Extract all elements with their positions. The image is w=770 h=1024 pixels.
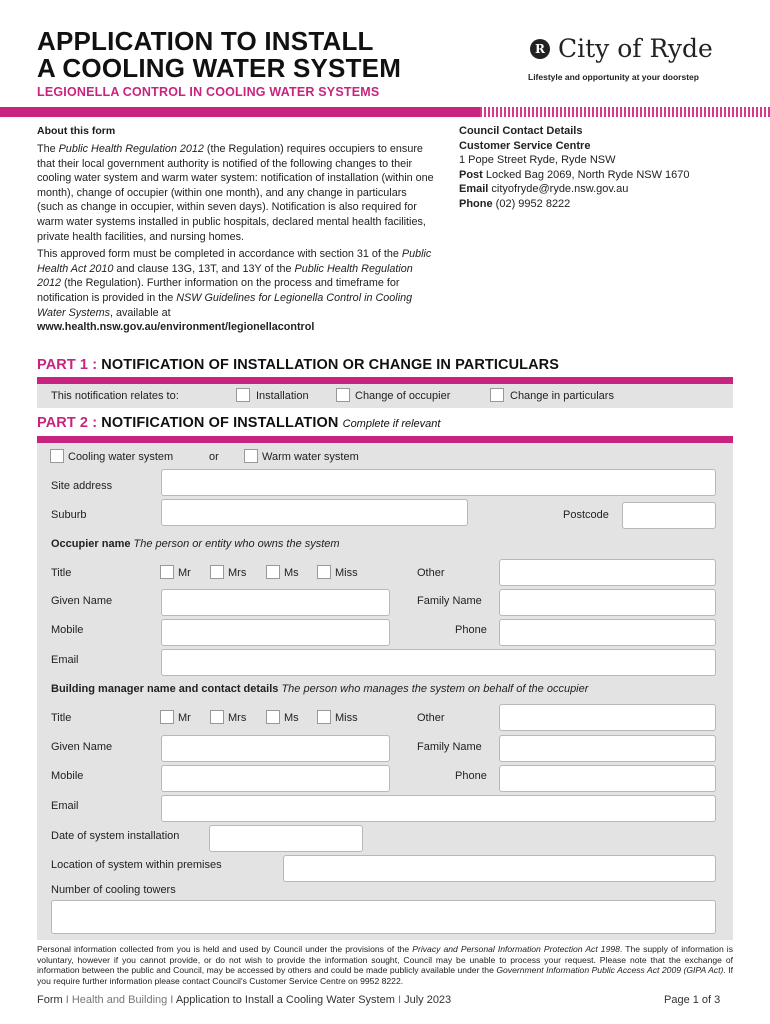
manager-email-field[interactable] — [161, 795, 716, 822]
contact-email: Email cityofryde@ryde.nsw.gov.au — [459, 183, 629, 196]
change-occupier-checkbox[interactable] — [336, 388, 350, 402]
manager-mr-checkbox[interactable] — [160, 710, 174, 724]
about-paragraph-1: The Public Health Regulation 2012 (the Regulation) requires occupiers to ensure that their local government authority is notified of the following changes to their cooling water system and warm water system: notification of installation (within one month), change of occupier (within one month), and any change in particulars (such as change in occupier, within seven days). Notification is also required for warm water systems installed in public hospitals, declared mental health facilities, private health facilities, and nursing homes. — [37, 143, 434, 243]
date-installed-field[interactable] — [209, 825, 363, 852]
manager-given-label: Given Name — [51, 741, 113, 753]
health-url-link[interactable]: www.health.nsw.gov.au/environment/legionellacontrol — [37, 321, 315, 334]
contact-heading: Council Contact Details — [459, 125, 583, 137]
warm-water-label: Warm water system — [262, 451, 359, 463]
footer-date: July 2023 — [404, 994, 452, 1006]
occupier-other-label: Other — [417, 567, 445, 579]
system-or-label: or — [209, 451, 219, 463]
city-of-ryde-logo — [528, 34, 738, 84]
occupier-miss-label: Miss — [335, 567, 358, 579]
manager-other-field[interactable] — [499, 704, 716, 731]
occupier-mr-checkbox[interactable] — [160, 565, 174, 579]
page-number: Page 1 of 3 — [664, 994, 721, 1006]
occupier-email-field[interactable] — [161, 649, 716, 676]
page-title — [37, 28, 401, 82]
manager-ms-checkbox[interactable] — [266, 710, 280, 724]
manager-given-field[interactable] — [161, 735, 390, 762]
relates-label: This notification relates to: — [51, 390, 179, 402]
num-towers-label: Number of cooling towers — [51, 884, 176, 896]
site-address-label: Site address — [51, 480, 113, 492]
manager-family-label: Family Name — [417, 741, 482, 753]
occupier-mr-label: Mr — [178, 567, 191, 579]
part1-panel — [37, 384, 733, 408]
manager-phone-label: Phone — [455, 770, 487, 782]
occupier-mobile-field[interactable] — [161, 619, 390, 646]
occupier-title-label: Title — [51, 567, 72, 579]
logo-name: City of Ryde — [558, 34, 713, 63]
occupier-mrs-label: Mrs — [228, 567, 247, 579]
manager-phone-field[interactable] — [499, 765, 716, 792]
occupier-other-field[interactable] — [499, 559, 716, 586]
part2-heading: PART 2 : NOTIFICATION OF INSTALLATION Complete if relevant — [37, 415, 441, 431]
occupier-phone-field[interactable] — [499, 619, 716, 646]
part2-bar — [37, 436, 733, 443]
logo-tagline: Lifestyle and opportunity at your doorstep — [528, 72, 699, 82]
location-field[interactable] — [283, 855, 716, 882]
postcode-field[interactable] — [622, 502, 716, 529]
occupier-given-label: Given Name — [51, 595, 113, 607]
title-line-1: APPLICATION TO INSTALL — [37, 26, 374, 56]
warm-water-checkbox[interactable] — [244, 449, 258, 463]
manager-mr-label: Mr — [178, 712, 191, 724]
suburb-field[interactable] — [161, 499, 468, 526]
occupier-ms-checkbox[interactable] — [266, 565, 280, 579]
contact-post: Post Locked Bag 2069, North Ryde NSW 1670 — [459, 168, 690, 181]
cooling-water-checkbox[interactable] — [50, 449, 64, 463]
privacy-notice: Personal information collected from you is held and used by Council under the provisions of the Privacy and Personal Information Protection Act 1998. The supply of information is voluntary, however if you cannot provide, or do not wish to provide the information sought, Council may be unable to process your request. Please note that the exchange of information between the public and Council, may be accessed by others and could be made publicly available under the Government Information Public Access Act 2009 (GIPA Act). If you require further information please contact Council's Customer Service Centre on 9952 8222. — [37, 944, 733, 986]
part1-heading: PART 1 : NOTIFICATION OF INSTALLATION OR CHANGE IN PARTICULARS — [37, 357, 560, 373]
contact-phone: Phone (02) 9952 8222 — [459, 197, 571, 210]
manager-mrs-label: Mrs — [228, 712, 247, 724]
footer-form: Form — [37, 994, 63, 1006]
postcode-label: Postcode — [563, 509, 609, 521]
manager-mrs-checkbox[interactable] — [210, 710, 224, 724]
occupier-mrs-checkbox[interactable] — [210, 565, 224, 579]
change-particulars-label: Change in particulars — [510, 390, 614, 402]
contact-centre: Customer Service Centre — [459, 139, 591, 152]
occupier-phone-label: Phone — [455, 624, 487, 636]
occupier-heading: Occupier name The person or entity who owns the system — [51, 538, 340, 550]
occupier-miss-checkbox[interactable] — [317, 565, 331, 579]
change-particulars-checkbox[interactable] — [490, 388, 504, 402]
site-address-field[interactable] — [161, 469, 716, 496]
footer: Form I Health and Building I Application to Install a Cooling Water System I July 2023 — [37, 994, 452, 1006]
contact-email-link[interactable]: cityofryde@ryde.nsw.gov.au — [488, 183, 629, 196]
part2-panel — [37, 443, 733, 940]
occupier-family-field[interactable] — [499, 589, 716, 616]
about-paragraph-2: This approved form must be completed in accordance with section 31 of the Public Health Act 2010 and clause 13G, 13T, and 13Y of the Public Health Regulation 2012 (the Regulation). Further information on the process and timeframe for notification is provided in the NSW Guidelines for Legionella Control in Cooling Water Systems, available at www.health.nsw.gov.au/environment/legionellacontrol — [37, 248, 432, 334]
manager-email-label: Email — [51, 800, 79, 812]
council-contact — [459, 124, 749, 212]
num-towers-field[interactable] — [51, 900, 716, 934]
manager-mobile-field[interactable] — [161, 765, 390, 792]
manager-miss-checkbox[interactable] — [317, 710, 331, 724]
manager-heading: Building manager name and contact details The person who manages the system on behalf of the occupier — [51, 683, 589, 695]
date-installed-label: Date of system installation — [51, 830, 180, 842]
installation-label: Installation — [256, 390, 309, 402]
change-occupier-label: Change of occupier — [355, 390, 451, 402]
footer-doc: Application to Install a Cooling Water System — [175, 994, 395, 1006]
about-body — [37, 142, 435, 338]
manager-title-label: Title — [51, 712, 72, 724]
page-subtitle: LEGIONELLA CONTROL IN COOLING WATER SYSTEMS — [37, 85, 380, 99]
occupier-given-field[interactable] — [161, 589, 390, 616]
footer-section: Health and Building — [71, 994, 168, 1006]
occupier-ms-label: Ms — [284, 567, 299, 579]
manager-ms-label: Ms — [284, 712, 299, 724]
installation-checkbox[interactable] — [236, 388, 250, 402]
header-stripe-solid — [0, 107, 480, 117]
logo-mark-icon: R — [530, 39, 550, 59]
occupier-family-label: Family Name — [417, 595, 482, 607]
location-label: Location of system within premises — [51, 859, 222, 871]
occupier-mobile-label: Mobile — [51, 624, 84, 636]
manager-mobile-label: Mobile — [51, 770, 84, 782]
manager-family-field[interactable] — [499, 735, 716, 762]
suburb-label: Suburb — [51, 509, 87, 521]
title-line-2: A COOLING WATER SYSTEM — [37, 53, 402, 83]
about-heading: About this form — [37, 125, 116, 137]
manager-other-label: Other — [417, 712, 445, 724]
manager-miss-label: Miss — [335, 712, 358, 724]
occupier-email-label: Email — [51, 654, 79, 666]
part1-bar — [37, 377, 733, 384]
cooling-water-label: Cooling water system — [68, 451, 174, 463]
contact-address: 1 Pope Street Ryde, Ryde NSW — [459, 154, 616, 167]
